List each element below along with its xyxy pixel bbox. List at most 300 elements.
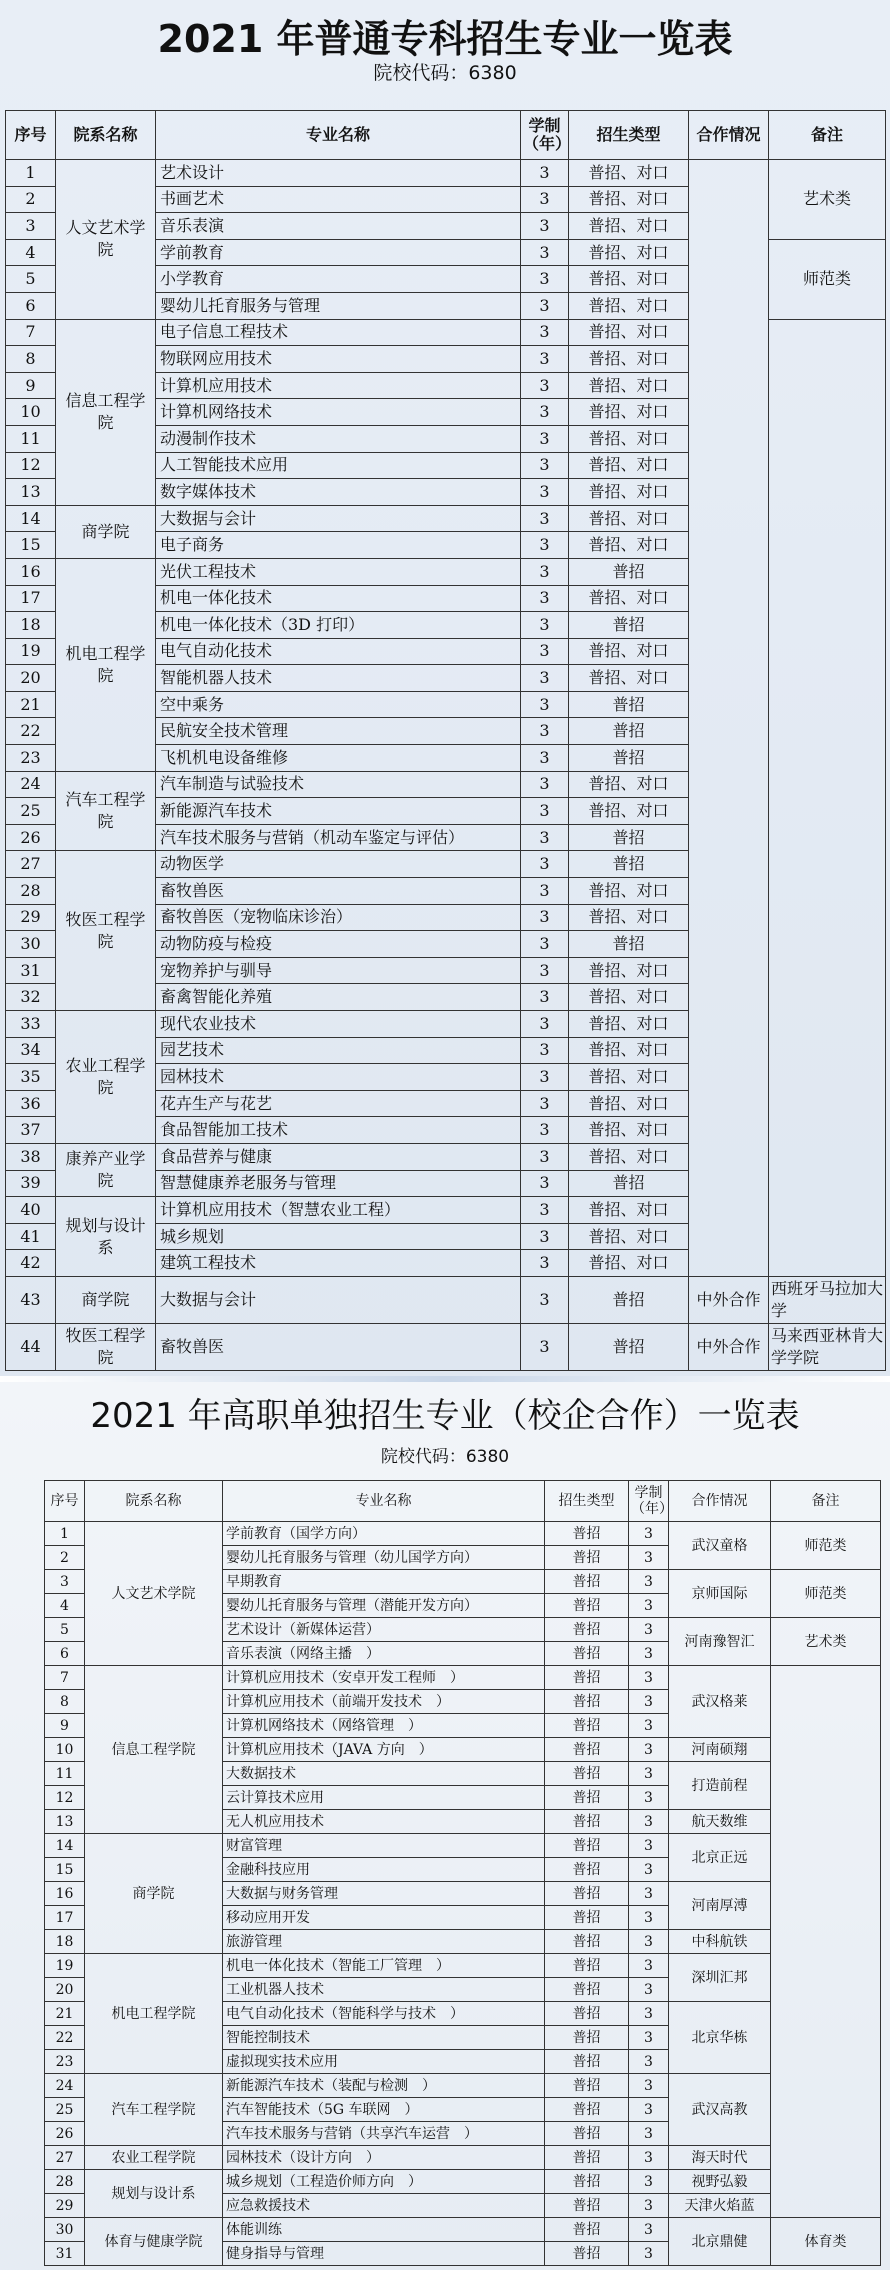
cooperation: 打造前程 — [669, 1762, 771, 1810]
row-index: 39 — [6, 1170, 56, 1197]
independent-admission-table — [44, 1480, 881, 2266]
years: 3 — [629, 1810, 669, 1834]
cooperation: 河南厚溥 — [669, 1882, 771, 1930]
admission-type: 普招 — [545, 2026, 629, 2050]
cooperation: 武汉高教 — [669, 2074, 771, 2146]
years: 3 — [629, 1954, 669, 1978]
row-index: 20 — [45, 1978, 85, 2002]
major-name: 电子商务 — [156, 532, 521, 559]
major-name: 机电一体化技术（3D 打印） — [156, 612, 521, 639]
row-index: 18 — [6, 612, 56, 639]
cooperation: 中外合作 — [689, 1276, 769, 1323]
table-row — [6, 160, 886, 187]
row-index: 23 — [45, 2050, 85, 2074]
header-remarks: 备注 — [769, 111, 886, 160]
major-name: 现代农业技术 — [156, 1011, 521, 1038]
years: 3 — [521, 904, 569, 931]
admission-type: 普招、对口 — [569, 1223, 689, 1250]
row-index: 7 — [45, 1666, 85, 1690]
years: 3 — [629, 2050, 669, 2074]
admission-type: 普招 — [569, 931, 689, 958]
row-index: 26 — [45, 2122, 85, 2146]
row-index: 44 — [6, 1323, 56, 1370]
header-admission-type: 招生类型 — [545, 1481, 629, 1522]
major-name: 建筑工程技术 — [156, 1250, 521, 1277]
major-name: 汽车智能技术（5G 车联网 ） — [223, 2098, 545, 2122]
cooperation: 北京华栋 — [669, 2002, 771, 2074]
years: 3 — [521, 160, 569, 187]
cooperation: 中科航铁 — [669, 1930, 771, 1954]
admission-type: 普招 — [545, 1834, 629, 1858]
major-name: 计算机应用技术（JAVA 方向 ） — [223, 1738, 545, 1762]
row-index: 2 — [6, 186, 56, 213]
row-index: 3 — [6, 213, 56, 240]
admission-type: 普招 — [545, 1906, 629, 1930]
department-name: 人文艺术学院 — [56, 160, 156, 320]
cooperation: 北京正远 — [669, 1834, 771, 1882]
years: 3 — [629, 2194, 669, 2218]
admission-type: 普招、对口 — [569, 771, 689, 798]
years: 3 — [521, 691, 569, 718]
remarks: 师范类 — [771, 1570, 881, 1618]
table-row — [6, 1323, 886, 1370]
years: 3 — [521, 1276, 569, 1323]
major-name: 电子信息工程技术 — [156, 319, 521, 346]
major-name: 体能训练 — [223, 2218, 545, 2242]
admission-type: 普招、对口 — [569, 1143, 689, 1170]
years: 3 — [521, 399, 569, 426]
major-name: 计算机网络技术（网络管理 ） — [223, 1714, 545, 1738]
major-name: 新能源汽车技术（装配与检测 ） — [223, 2074, 545, 2098]
row-index: 8 — [6, 346, 56, 373]
major-name: 汽车技术服务与营销（共享汽车运营 ） — [223, 2122, 545, 2146]
row-index: 34 — [6, 1037, 56, 1064]
row-index: 19 — [45, 1954, 85, 1978]
years: 3 — [521, 558, 569, 585]
admission-type: 普招 — [545, 2098, 629, 2122]
section-divider — [0, 1376, 890, 1382]
years: 3 — [521, 1037, 569, 1064]
row-index: 8 — [45, 1690, 85, 1714]
admission-type: 普招、对口 — [569, 399, 689, 426]
years: 3 — [521, 372, 569, 399]
years: 3 — [629, 1642, 669, 1666]
admission-type: 普招 — [545, 1930, 629, 1954]
row-index: 42 — [6, 1250, 56, 1277]
header-department: 院系名称 — [56, 111, 156, 160]
years: 3 — [629, 2170, 669, 2194]
major-name: 机电一体化技术（智能工厂管理 ） — [223, 1954, 545, 1978]
row-index: 25 — [45, 2098, 85, 2122]
row-index: 15 — [45, 1858, 85, 1882]
department-name: 体育与健康学院 — [85, 2218, 223, 2266]
row-index: 9 — [6, 372, 56, 399]
admission-type: 普招 — [545, 1522, 629, 1546]
major-name: 音乐表演（网络主播 ） — [223, 1642, 545, 1666]
major-name: 机电一体化技术 — [156, 585, 521, 612]
cooperation: 武汉童格 — [669, 1522, 771, 1570]
header-years: 学制（年） — [521, 111, 569, 160]
cooperation: 海天时代 — [669, 2146, 771, 2170]
table2-school-code: 院校代码：6380 — [380, 1447, 510, 1467]
row-index: 6 — [6, 292, 56, 319]
row-index: 41 — [6, 1223, 56, 1250]
years: 3 — [629, 1858, 669, 1882]
row-index: 26 — [6, 824, 56, 851]
major-name: 移动应用开发 — [223, 1906, 545, 1930]
major-name: 学前教育（国学方向） — [223, 1522, 545, 1546]
header-admission-type: 招生类型 — [569, 111, 689, 160]
header-major: 专业名称 — [156, 111, 521, 160]
row-index: 28 — [45, 2170, 85, 2194]
general-admission-table — [5, 110, 886, 1371]
table1-header-row — [6, 111, 886, 160]
row-index: 5 — [6, 266, 56, 293]
major-name: 汽车技术服务与营销（机动车鉴定与评估） — [156, 824, 521, 851]
row-index: 33 — [6, 1011, 56, 1038]
admission-type: 普招 — [545, 2242, 629, 2266]
admission-type: 普招 — [545, 2218, 629, 2242]
years: 3 — [629, 1906, 669, 1930]
row-index: 31 — [45, 2242, 85, 2266]
admission-type: 普招 — [545, 1954, 629, 1978]
admission-type: 普招 — [545, 1618, 629, 1642]
years: 3 — [629, 2026, 669, 2050]
department-name: 商学院 — [56, 505, 156, 558]
major-name: 智能机器人技术 — [156, 665, 521, 692]
years: 3 — [521, 745, 569, 772]
cooperation: 航天数维 — [669, 1810, 771, 1834]
header-cooperation: 合作情况 — [669, 1481, 771, 1522]
major-name: 小学教育 — [156, 266, 521, 293]
admission-type: 普招 — [545, 1594, 629, 1618]
major-name: 财富管理 — [223, 1834, 545, 1858]
row-index: 11 — [6, 425, 56, 452]
major-name: 婴幼儿托育服务与管理 — [156, 292, 521, 319]
major-name: 工业机器人技术 — [223, 1978, 545, 2002]
major-name: 智慧健康养老服务与管理 — [156, 1170, 521, 1197]
row-index: 14 — [45, 1834, 85, 1858]
major-name: 畜牧兽医 — [156, 878, 521, 905]
row-index: 10 — [45, 1738, 85, 1762]
row-index: 27 — [6, 851, 56, 878]
department-name: 信息工程学院 — [85, 1666, 223, 1834]
admission-type: 普招 — [545, 1570, 629, 1594]
major-name: 音乐表演 — [156, 213, 521, 240]
department-name: 信息工程学院 — [56, 319, 156, 505]
row-index: 4 — [45, 1594, 85, 1618]
cooperation — [689, 160, 769, 1277]
cooperation: 京师国际 — [669, 1570, 771, 1618]
row-index: 3 — [45, 1570, 85, 1594]
admission-type: 普招 — [545, 2194, 629, 2218]
admission-type: 普招 — [545, 1690, 629, 1714]
admission-type: 普招 — [545, 2146, 629, 2170]
years: 3 — [629, 1594, 669, 1618]
row-index: 37 — [6, 1117, 56, 1144]
admission-type: 普招、对口 — [569, 798, 689, 825]
major-name: 汽车制造与试验技术 — [156, 771, 521, 798]
major-name: 云计算技术应用 — [223, 1786, 545, 1810]
header-years: 学制（年） — [629, 1481, 669, 1522]
years: 3 — [629, 1978, 669, 2002]
admission-type: 普招、对口 — [569, 239, 689, 266]
major-name: 新能源汽车技术 — [156, 798, 521, 825]
row-index: 12 — [6, 452, 56, 479]
major-name: 计算机应用技术（安卓开发工程师 ） — [223, 1666, 545, 1690]
years: 3 — [521, 718, 569, 745]
row-index: 11 — [45, 1762, 85, 1786]
department-name: 农业工程学院 — [85, 2146, 223, 2170]
admission-type: 普招 — [569, 1323, 689, 1370]
years: 3 — [521, 186, 569, 213]
years: 3 — [521, 1064, 569, 1091]
header-remarks: 备注 — [771, 1481, 881, 1522]
admission-type: 普招、对口 — [569, 665, 689, 692]
major-name: 园林技术（设计方向 ） — [223, 2146, 545, 2170]
row-index: 2 — [45, 1546, 85, 1570]
major-name: 大数据与会计 — [156, 505, 521, 532]
table-row — [45, 2074, 881, 2098]
admission-type: 普招 — [569, 558, 689, 585]
department-name: 人文艺术学院 — [85, 1522, 223, 1666]
major-name: 婴幼儿托育服务与管理（幼儿国学方向） — [223, 1546, 545, 1570]
row-index: 21 — [6, 691, 56, 718]
row-index: 1 — [6, 160, 56, 187]
years: 3 — [521, 665, 569, 692]
admission-type: 普招、对口 — [569, 904, 689, 931]
admission-type: 普招、对口 — [569, 372, 689, 399]
admission-type: 普招、对口 — [569, 1011, 689, 1038]
years: 3 — [629, 1522, 669, 1546]
years: 3 — [521, 612, 569, 639]
major-name: 畜牧兽医（宠物临床诊治） — [156, 904, 521, 931]
major-name: 金融科技应用 — [223, 1858, 545, 1882]
years: 3 — [521, 771, 569, 798]
major-name: 物联网应用技术 — [156, 346, 521, 373]
table-row — [45, 1522, 881, 1546]
admission-type: 普招 — [545, 2074, 629, 2098]
row-index: 40 — [6, 1197, 56, 1224]
years: 3 — [629, 1570, 669, 1594]
header-cooperation: 合作情况 — [689, 111, 769, 160]
admission-type: 普招 — [545, 2122, 629, 2146]
years: 3 — [629, 1666, 669, 1690]
major-name: 宠物养护与驯导 — [156, 957, 521, 984]
cooperation: 天津火焰蓝 — [669, 2194, 771, 2218]
department-name: 机电工程学院 — [56, 558, 156, 771]
years: 3 — [521, 319, 569, 346]
major-name: 畜禽智能化养殖 — [156, 984, 521, 1011]
admission-type: 普招、对口 — [569, 452, 689, 479]
major-name: 数字媒体技术 — [156, 479, 521, 506]
years: 3 — [629, 1546, 669, 1570]
row-index: 23 — [6, 745, 56, 772]
row-index: 30 — [45, 2218, 85, 2242]
admission-type: 普招 — [569, 718, 689, 745]
row-index: 16 — [6, 558, 56, 585]
admission-type: 普招 — [545, 2170, 629, 2194]
admission-type: 普招、对口 — [569, 878, 689, 905]
admission-type: 普招 — [569, 824, 689, 851]
years: 3 — [521, 213, 569, 240]
remarks: 艺术类 — [769, 160, 886, 240]
years: 3 — [629, 1618, 669, 1642]
years: 3 — [521, 479, 569, 506]
cooperation: 河南豫智汇 — [669, 1618, 771, 1666]
row-index: 22 — [45, 2026, 85, 2050]
admission-type: 普招 — [545, 1642, 629, 1666]
row-index: 7 — [6, 319, 56, 346]
row-index: 20 — [6, 665, 56, 692]
years: 3 — [521, 532, 569, 559]
years: 3 — [521, 292, 569, 319]
row-index: 15 — [6, 532, 56, 559]
admission-type: 普招、对口 — [569, 425, 689, 452]
remarks: 西班牙马拉加大学 — [769, 1276, 886, 1323]
row-index: 9 — [45, 1714, 85, 1738]
row-index: 25 — [6, 798, 56, 825]
admission-type: 普招 — [545, 1738, 629, 1762]
row-index: 14 — [6, 505, 56, 532]
major-name: 花卉生产与花艺 — [156, 1090, 521, 1117]
row-index: 4 — [6, 239, 56, 266]
years: 3 — [521, 425, 569, 452]
major-name: 应急救援技术 — [223, 2194, 545, 2218]
row-index: 31 — [6, 957, 56, 984]
admission-type: 普招、对口 — [569, 1197, 689, 1224]
row-index: 24 — [6, 771, 56, 798]
row-index: 36 — [6, 1090, 56, 1117]
years: 3 — [629, 1714, 669, 1738]
table2-header-row — [45, 1481, 881, 1522]
admission-type: 普招、对口 — [569, 984, 689, 1011]
cooperation: 中外合作 — [689, 1323, 769, 1370]
table-row — [45, 2170, 881, 2194]
major-name: 大数据与会计 — [156, 1276, 521, 1323]
years: 3 — [629, 1834, 669, 1858]
row-index: 38 — [6, 1143, 56, 1170]
years: 3 — [629, 1786, 669, 1810]
header-index: 序号 — [45, 1481, 85, 1522]
major-name: 艺术设计（新媒体运营） — [223, 1618, 545, 1642]
major-name: 食品营养与健康 — [156, 1143, 521, 1170]
row-index: 28 — [6, 878, 56, 905]
admission-type: 普招 — [569, 612, 689, 639]
department-name: 商学院 — [56, 1276, 156, 1323]
major-name: 计算机应用技术 — [156, 372, 521, 399]
table-row — [45, 1666, 881, 1690]
major-name: 大数据与财务管理 — [223, 1882, 545, 1906]
years: 3 — [629, 2098, 669, 2122]
table-row — [45, 1954, 881, 1978]
row-index: 17 — [6, 585, 56, 612]
years: 3 — [521, 824, 569, 851]
years: 3 — [629, 1690, 669, 1714]
years: 3 — [521, 1117, 569, 1144]
row-index: 24 — [45, 2074, 85, 2098]
header-major: 专业名称 — [223, 1481, 545, 1522]
admission-type: 普招 — [545, 2002, 629, 2026]
cooperation: 武汉格莱 — [669, 1666, 771, 1738]
major-name: 早期教育 — [223, 1570, 545, 1594]
years: 3 — [629, 2242, 669, 2266]
table1-title: 2021 年普通专科招生专业一览表 — [157, 17, 733, 61]
years: 3 — [521, 1223, 569, 1250]
major-name: 电气自动化技术 — [156, 638, 521, 665]
row-index: 21 — [45, 2002, 85, 2026]
years: 3 — [521, 505, 569, 532]
admission-type: 普招、对口 — [569, 957, 689, 984]
admission-type: 普招、对口 — [569, 479, 689, 506]
admission-type: 普招 — [569, 851, 689, 878]
major-name: 园林技术 — [156, 1064, 521, 1091]
years: 3 — [521, 798, 569, 825]
years: 3 — [521, 1197, 569, 1224]
table1-school-code: 院校代码：6380 — [373, 62, 517, 84]
admission-type: 普招、对口 — [569, 1090, 689, 1117]
years: 3 — [629, 1930, 669, 1954]
admission-type: 普招、对口 — [569, 319, 689, 346]
row-index: 19 — [6, 638, 56, 665]
row-index: 27 — [45, 2146, 85, 2170]
major-name: 飞机机电设备维修 — [156, 745, 521, 772]
remarks: 师范类 — [771, 1522, 881, 1570]
admission-type: 普招、对口 — [569, 346, 689, 373]
admission-type: 普招、对口 — [569, 186, 689, 213]
major-name: 虚拟现实技术应用 — [223, 2050, 545, 2074]
years: 3 — [521, 452, 569, 479]
years: 3 — [521, 931, 569, 958]
admission-type: 普招、对口 — [569, 532, 689, 559]
major-name: 城乡规划 — [156, 1223, 521, 1250]
row-index: 43 — [6, 1276, 56, 1323]
years: 3 — [521, 984, 569, 1011]
major-name: 园艺技术 — [156, 1037, 521, 1064]
row-index: 5 — [45, 1618, 85, 1642]
years: 3 — [629, 2002, 669, 2026]
remarks — [769, 319, 886, 1276]
major-name: 计算机应用技术（智慧农业工程） — [156, 1197, 521, 1224]
admission-type: 普招 — [569, 691, 689, 718]
admission-type: 普招、对口 — [569, 160, 689, 187]
major-name: 书画艺术 — [156, 186, 521, 213]
years: 3 — [521, 346, 569, 373]
table2-title: 2021 年高职单独招生专业（校企合作）一览表 — [90, 1396, 800, 1436]
admission-type: 普招 — [569, 1276, 689, 1323]
admission-type: 普招 — [545, 1666, 629, 1690]
row-index: 16 — [45, 1882, 85, 1906]
years: 3 — [521, 239, 569, 266]
department-name: 机电工程学院 — [85, 1954, 223, 2074]
remarks: 体育类 — [771, 2218, 881, 2266]
department-name: 商学院 — [85, 1834, 223, 1954]
major-name: 艺术设计 — [156, 160, 521, 187]
department-name: 牧医工程学院 — [56, 1323, 156, 1370]
major-name: 婴幼儿托育服务与管理（潜能开发方向） — [223, 1594, 545, 1618]
major-name: 光伏工程技术 — [156, 558, 521, 585]
admission-type: 普招 — [545, 1978, 629, 2002]
major-name: 食品智能加工技术 — [156, 1117, 521, 1144]
years: 3 — [629, 2218, 669, 2242]
row-index: 22 — [6, 718, 56, 745]
major-name: 学前教育 — [156, 239, 521, 266]
years: 3 — [629, 1762, 669, 1786]
row-index: 30 — [6, 931, 56, 958]
major-name: 人工智能技术应用 — [156, 452, 521, 479]
major-name: 无人机应用技术 — [223, 1810, 545, 1834]
years: 3 — [521, 1143, 569, 1170]
